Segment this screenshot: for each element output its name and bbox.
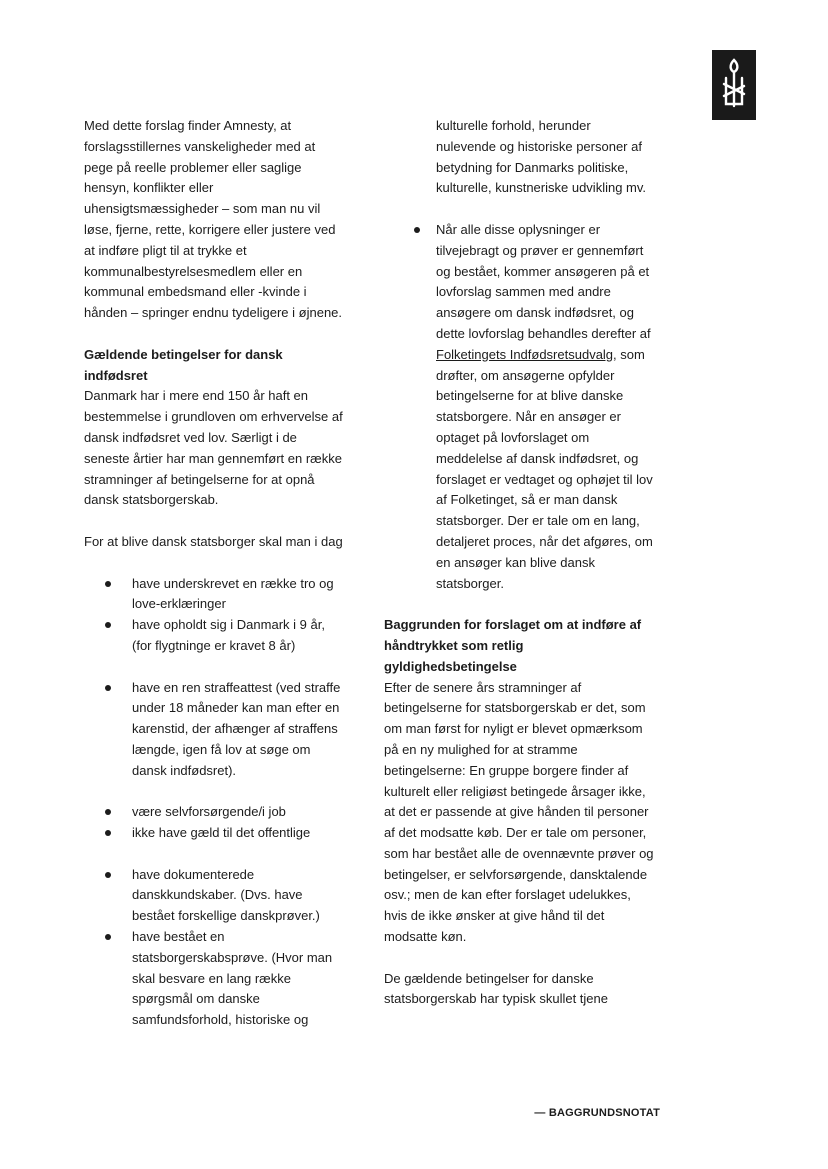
list-item: have bestået en statsborgerskabsprøve. (Hvor man skal besvare en lang række spørgsmål om danske samfundsforhold, historiske og — [84, 927, 344, 1031]
list-item: have en ren straffeattest (ved straffe under 18 måneder kan man efter en karenstid, der afhænger af straffens længde, igen få lov at søge om dansk indfødsret). — [84, 678, 344, 782]
amnesty-candle-icon — [712, 50, 756, 120]
bullet-icon — [414, 227, 420, 233]
bullet-icon — [105, 934, 111, 940]
section-heading-conditions: Gældende betingelser for dansk indfødsret — [84, 346, 283, 383]
section-heading-background: Baggrunden for forslaget om at indføre af håndtrykket som retlig gyldighedsbetingelse — [384, 617, 642, 674]
list-item: have opholdt sig i Danmark i 9 år, (for flygtninge er kravet 8 år) — [84, 615, 344, 657]
background-paragraph: Efter de senere års stramninger af betingelserne for statsborgerskab er det, som om man først for nyligt er blevet opmærksom på en ny mulighed for at stramme betingelserne: En gruppe borgere finder af kulturelt eller religiøst betingede årsager ikke, at det er passende at give hånden til personer af det modsatte køb. Der er tale om personer, som har bestået alle de ovennævnte prøver og betingelser, er selvforsørgende, dansktalende osv.; men de kan efter forslaget udelukkes, hvis de ikke ønsker at give hånd til det modsatte køn. — [384, 679, 654, 945]
bullet-icon — [105, 830, 111, 836]
bullet-icon — [105, 809, 111, 815]
bullet-icon — [105, 872, 111, 878]
footer-label: — BAGGRUNDSNOTAT — [534, 1107, 660, 1119]
right-column — [384, 116, 654, 1010]
list-item: ikke have gæld til det offentlige — [84, 823, 344, 844]
continued-list — [384, 116, 654, 594]
list-item: Når alle disse oplysninger er tilvejebragt og prøver er gennemført og bestået, kommer ansøgeren på et lovforslag sammen med andre ansøgere om dansk indfødsret, og dette lovforslag behandles derefter af Folketingets Indfødsretsudvalg, som drøfter, om ansøgerne opfylder betingelserne for at blive danske statsborgere. Når en ansøger er optaget på lovforslaget om meddelelse af dansk indfødsret, og forslaget er vedtaget og ophøjet til lov af Folketinget, så er man dansk statsborger. Der er tale om en lang, detaljeret proces, når det afgøres, om en ansøger kan blive dansk statsborger. — [384, 220, 654, 594]
bullet-icon — [105, 685, 111, 691]
requirements-list — [84, 574, 344, 1032]
list-item: have underskrevet en række tro og love-erklæringer — [84, 574, 344, 616]
intro-paragraph: Med dette forslag finder Amnesty, at forslagsstillernes vanskeligheder med at pege på reelle problemer eller saglige hensyn, konflikter eller uhensigtsmæssigheder – som man nu vil løse, fjerne, rette, korrigere eller justere ved at indføre pligt til at trykke et kommunalbestyrelsesmedlem eller en kommunal embedsmand eller -kvinde i hånden – springer endnu tydeligere i øjnene. — [84, 118, 343, 321]
bullet-icon — [105, 622, 111, 628]
conditions-paragraph: Danmark har i mere end 150 år haft en bestemmelse i grundloven om erhvervelse af dansk indfødsret ved lov. Særligt i de seneste årtier har man gennemført en række stramninger af betingelserne for at opnå dansk statsborgerskab. — [84, 388, 343, 508]
requirements-intro: For at blive dansk statsborger skal man i dag — [84, 533, 343, 549]
left-column — [84, 116, 344, 1031]
list-item: have dokumenterede danskkundskaber. (Dvs. have bestået forskellige danskprøver.) — [84, 865, 344, 927]
folketinget-committee-link[interactable]: Folketingets Indfødsretsudvalg — [436, 346, 614, 362]
list-item: være selvforsørgende/i job — [84, 802, 344, 823]
closing-paragraph: De gældende betingelser for danske statsborgerskab har typisk skullet tjene — [384, 970, 608, 1007]
list-item-continuation: kulturelle forhold, herunder nulevende og historiske personer af betydning for Danmarks politiske, kulturelle, kunstneriske udvikling mv. — [436, 118, 647, 196]
bullet-icon — [105, 581, 111, 587]
